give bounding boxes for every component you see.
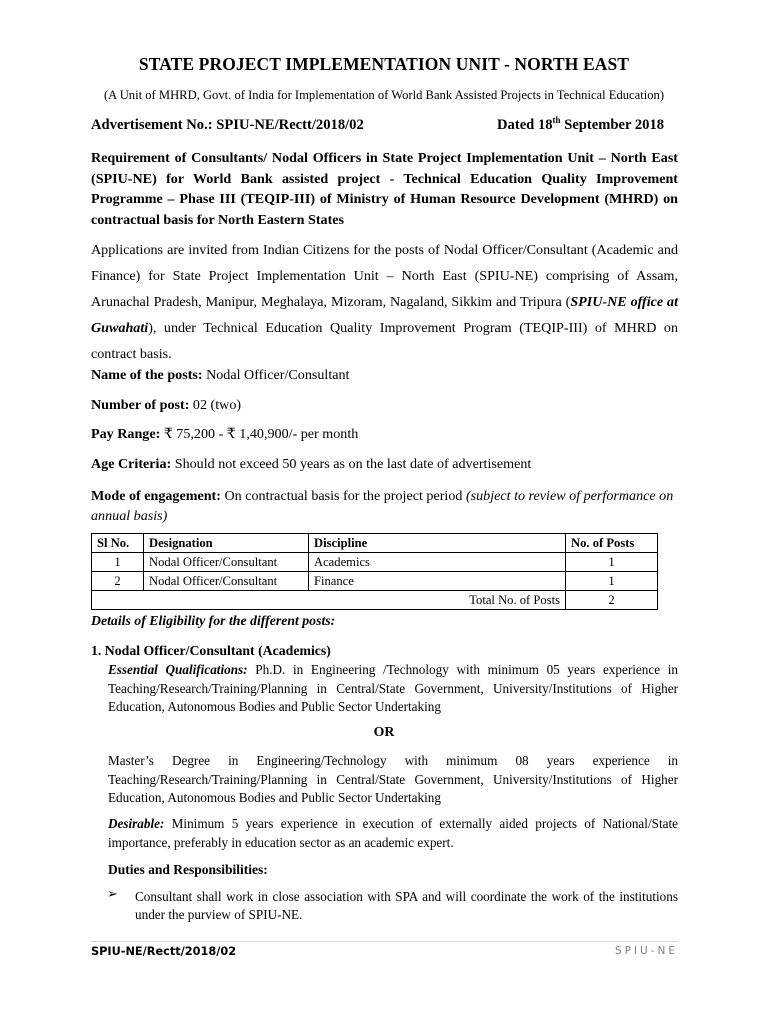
duty-item: Consultant shall work in close association with SPA and will coordinate the work of the institutions under the purview of SPIU-NE. <box>135 889 678 922</box>
field-pay-range <box>91 426 358 443</box>
intro-paragraph <box>91 237 678 367</box>
field-value: Should not exceed 50 years as on the last date of advertisement <box>171 456 532 472</box>
table-cell: Finance <box>309 572 566 591</box>
field-label: Name of the posts: <box>91 367 203 383</box>
essential-text: Ph.D. in Engineering /Technology with minimum 05 years experience in Teaching/Research/Training/Planning in Central/State Government, University/Institutions of Higher Education, Autonomous Bodies and Public Sector Undertaking <box>108 662 678 714</box>
table-row <box>92 572 658 591</box>
field-value: Nodal Officer/Consultant <box>202 367 350 383</box>
eligibility-heading: Details of Eligibility for the different posts: <box>91 613 336 628</box>
intro-emphasis: SPIU-NE office at Guwahati <box>91 294 679 337</box>
table-header-row <box>92 534 658 553</box>
posts-table <box>91 533 658 610</box>
date-prefix: Dated 18 <box>497 117 553 133</box>
duties-heading: Duties and Responsibilities: <box>108 862 268 877</box>
table-cell: 1 <box>566 553 658 572</box>
page-title: STATE PROJECT IMPLEMENTATION UNIT - NORTH EAST <box>138 54 630 74</box>
intro-text-2: ), under Technical Education Quality Improvement Program (TEQIP-III) of MHRD on contract basis. <box>91 320 678 363</box>
essential-label: Essential Qualifications: <box>108 662 248 677</box>
field-value: On contractual basis for the project period <box>220 488 466 504</box>
table-header: No. of Posts <box>566 534 658 553</box>
field-post-count <box>91 397 241 414</box>
table-cell: 1 <box>566 572 658 591</box>
footer-divider <box>91 941 678 942</box>
date-suffix: September 2018 <box>560 117 665 133</box>
page-subtitle: (A Unit of MHRD, Govt. of India for Implementation of World Bank Assisted Projects in Technical Education) <box>103 88 665 102</box>
field-value: 02 (two) <box>189 397 242 413</box>
essential-qualifications <box>108 661 678 717</box>
or-separator: OR <box>373 724 395 739</box>
table-cell: 2 <box>92 572 144 591</box>
date-superscript: th <box>552 115 561 126</box>
table-cell: Academics <box>309 553 566 572</box>
field-value: ₹ 75,200 - ₹ 1,40,900/- per month <box>160 426 359 442</box>
table-header: Designation <box>144 534 309 553</box>
arrow-bullet-icon: ➢ <box>107 886 118 901</box>
field-post-name <box>91 367 349 384</box>
footer-organization: SPIU-NE <box>614 945 678 957</box>
table-cell: Nodal Officer/Consultant <box>144 553 309 572</box>
field-age-criteria <box>91 456 531 473</box>
table-header: Sl No. <box>92 534 144 553</box>
table-total-value: 2 <box>566 591 658 610</box>
field-label: Number of post: <box>91 397 190 413</box>
field-label: Age Criteria: <box>91 456 172 472</box>
advertisement-number: Advertisement No.: SPIU-NE/Rectt/2018/02 <box>91 117 364 133</box>
table-header: Discipline <box>309 534 566 553</box>
table-cell: 1 <box>92 553 144 572</box>
field-note: (subject to review of performance on annual basis) <box>91 488 674 524</box>
table-total-row <box>92 591 658 610</box>
desirable-label: Desirable: <box>108 816 165 831</box>
footer-reference: SPIU-NE/Rectt/2018/02 <box>91 945 237 958</box>
field-label: Pay Range: <box>91 426 161 442</box>
table-cell: Nodal Officer/Consultant <box>144 572 309 591</box>
masters-qualification: Master’s Degree in Engineering/Technology with minimum 08 years experience in Teaching/Research/Training/Planning in Central/State Government, University/Institutions of Higher Education, Autonomous Bodies and Public Sector Undertaking <box>108 753 678 805</box>
requirement-heading: Requirement of Consultants/ Nodal Officers in State Project Implementation Unit – North East (SPIU-NE) for World Bank assisted project - Technical Education Quality Improvement Programme – Phase III (TEQIP-III) of Ministry of Human Resource Development (MHRD) on contractual basis for North Eastern States <box>91 150 678 228</box>
intro-text-1: Applications are invited from Indian Citizens for the posts of Nodal Officer/Consultant (Academic and Finance) for State Project Implementation Unit – North East (SPIU-NE) comprising of Assam, Arunachal Pradesh, Manipur, Meghalaya, Mizoram, Nagaland, Sikkim and Tripura ( <box>91 242 678 311</box>
table-total-label: Total No. of Posts <box>92 591 566 610</box>
desirable-text: Minimum 5 years experience in execution of externally aided projects of National/State importance, preferably in education sector as an academic expert. <box>108 816 678 850</box>
section-title-academics: 1. Nodal Officer/Consultant (Academics) <box>91 643 331 658</box>
desirable-qualification <box>108 815 678 852</box>
table-row <box>92 553 658 572</box>
field-label: Mode of engagement: <box>91 488 221 504</box>
field-mode-of-engagement <box>91 486 678 526</box>
advertisement-date <box>497 117 664 134</box>
